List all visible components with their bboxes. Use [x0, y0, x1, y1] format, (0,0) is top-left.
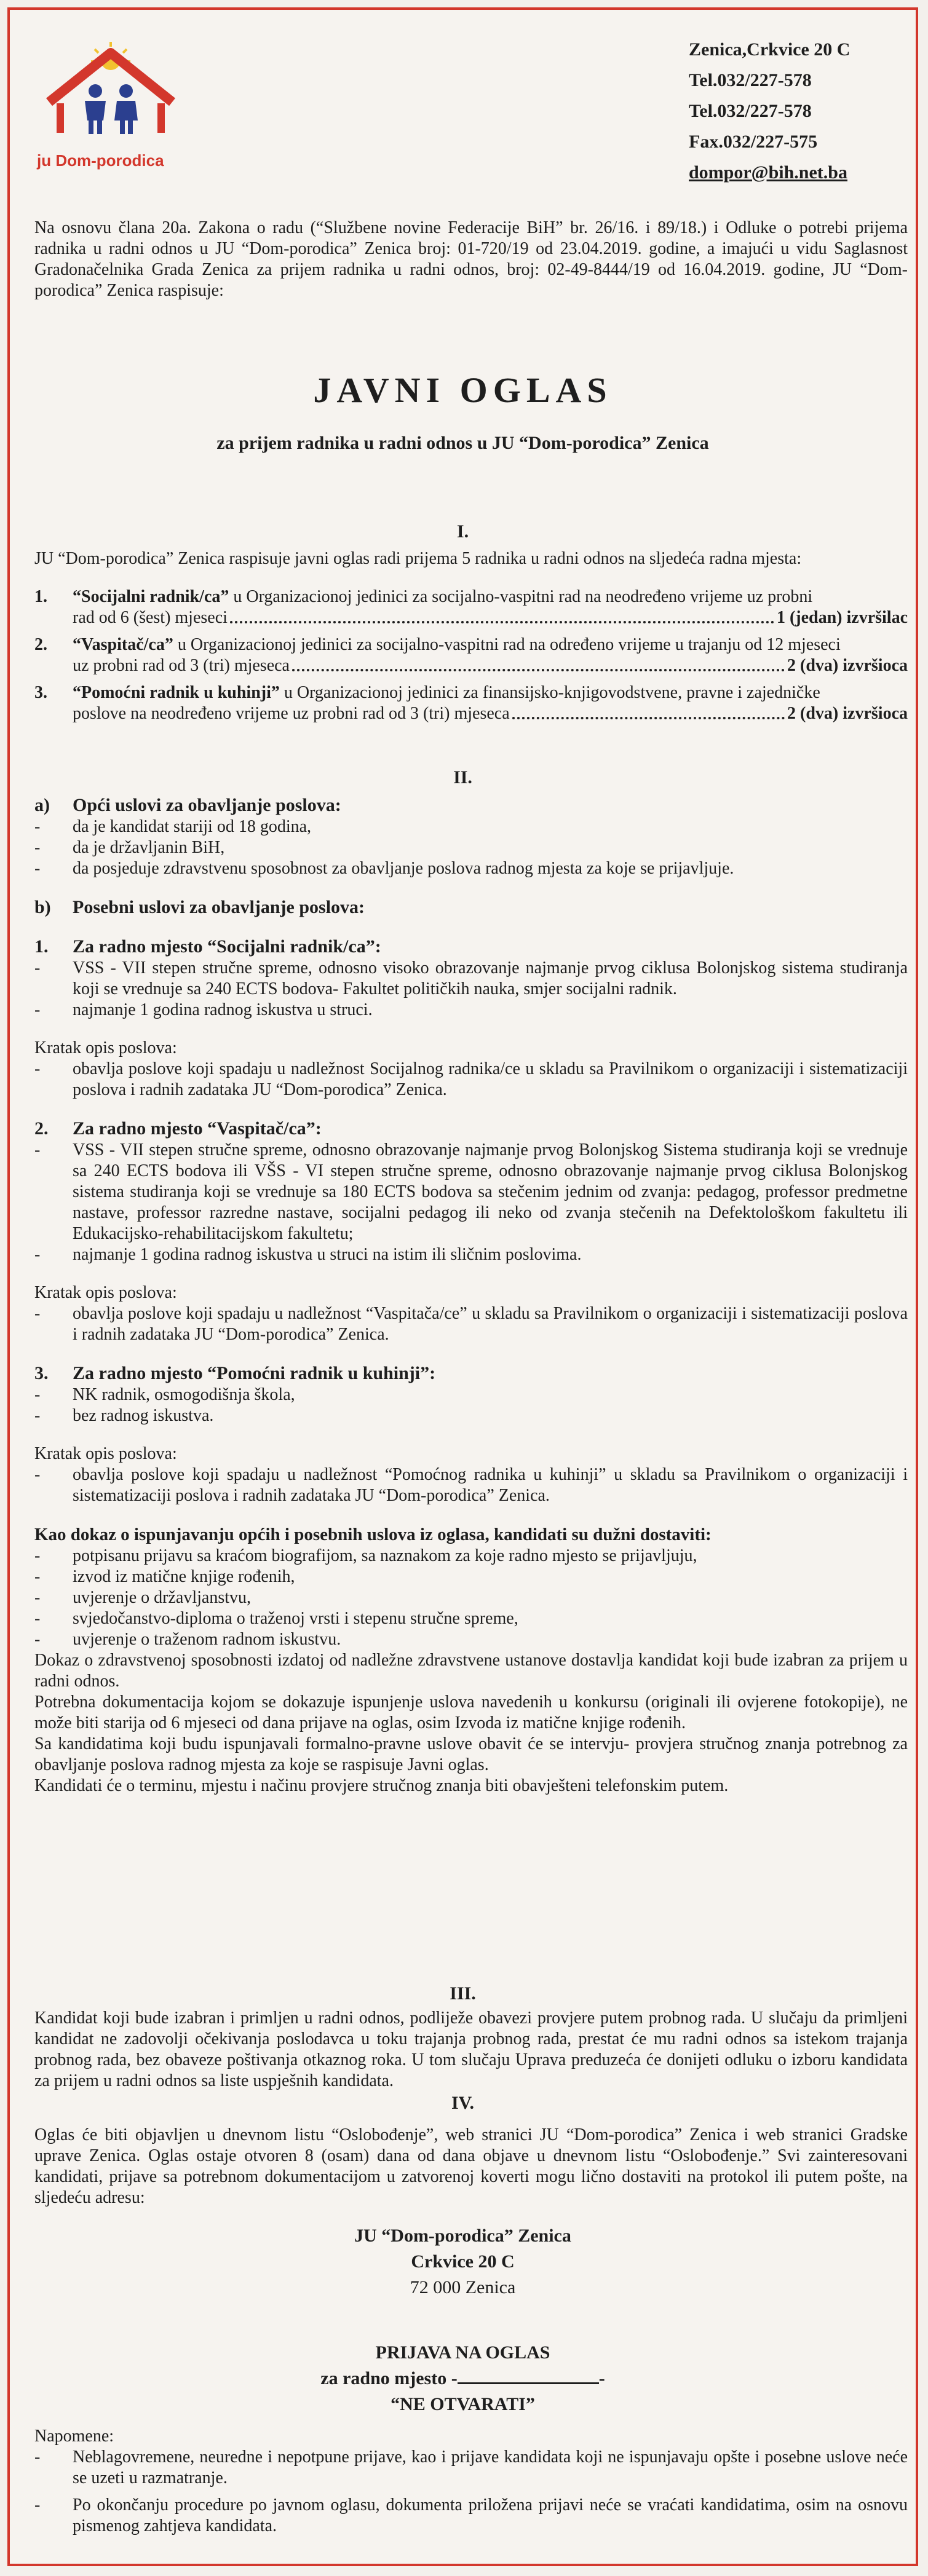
logo-caption: ju Dom-porodica [37, 151, 164, 170]
position-number: 1. [34, 587, 47, 606]
dotted-leader [512, 717, 785, 719]
address-name: JU “Dom-porodica” Zenica [354, 2226, 571, 2246]
notes-label: Napomene: [34, 2427, 114, 2446]
notification-paragraph: Kandidati će o terminu, mjestu i načinu provjere stručnog znanja biti obavješteni telefonskim putem. [34, 1776, 729, 1795]
fax-line: Fax.032/227-575 [689, 132, 818, 152]
section-1 [34, 548, 908, 724]
list-item: - obavlja poslove koji spadaju u nadležnost “Pomoćnog radnika u kuhinji” u skladu sa Pravilnikom o organizaciji i sistematizaciji poslova i radnih zadataka JU “Dom-porodica” Zenica. [34, 1465, 908, 1505]
list-label: b) [34, 897, 51, 917]
list-item: - svjedočanstvo-diploma o traženoj vrsti i stepenu stručne spreme, [34, 1609, 518, 1628]
position-number: 2. [34, 635, 47, 654]
phone-line: Tel.032/227-578 [689, 101, 812, 121]
mailing-address [10, 2223, 916, 2301]
intro-paragraph: Na osnovu člana 20a. Zakona o radu (“Službene novine Federacije BiH” br. 26/16. i 89/18.) i Odluke o potrebi prijema radnika u radni odnos u JU “Dom-porodica” Zenica broj: 01-720/19 od 23.04.2019. godine, a imajući u vidu Saglasnost Gradonačelnika Grada Zenica za prijem radnika u radni odnos, broj: 02-49-8444/19 od 16.04.2019. godine, JU “Dom-porodica” Zenica raspisuje: [34, 218, 908, 300]
position-number: 3. [34, 683, 47, 702]
position-item [34, 682, 908, 724]
section-heading-2: II. [453, 767, 472, 788]
section-1-lead: JU “Dom-porodica” Zenica raspisuje javni oglas radi prijema 5 radnika u radni odnos na sljedeća radna mjesta: [34, 549, 802, 568]
position-3-heading: 3. Za radno mjesto “Pomoćni radnik u kuhinji”: [34, 1363, 436, 1383]
list-item: - Po okončanju procedure po javnom oglasu, dokumenta priložena prijavi neće se vraćati kandidatima, osim na osnovu pismenog zahtjeva kandidata. [34, 2495, 908, 2535]
list-item: - da posjeduje zdravstvenu sposobnost za obavljanje poslova radnog mjesta za koje se prijavljuje. [34, 859, 734, 878]
list-item: - da je državljanin BiH, [34, 838, 225, 857]
section-heading-3: III. [450, 1983, 476, 2004]
dotted-leader [230, 621, 774, 623]
address-street: Crkvice 20 C [411, 2251, 515, 2272]
envelope-label: PRIJAVA NA OGLAS za radno mjesto - - “NE OTVARATI” [10, 2340, 916, 2417]
address-line: Zenica,Crkvice 20 C [689, 39, 851, 60]
section-heading-1: I. [456, 521, 469, 542]
position-count: 1 (jedan) izvršilac [776, 608, 908, 627]
do-not-open-label: “NE OTVARATI” [391, 2394, 535, 2414]
job-description-label: Kratak opis poslova: [34, 1444, 177, 1463]
list-item: - bez radnog iskustva. [34, 1406, 214, 1425]
job-description-label: Kratak opis poslova: [34, 1283, 177, 1302]
position-count: 2 (dva) izvršioca [787, 704, 908, 723]
dom-porodica-logo [31, 34, 191, 176]
list-title: Posebni uslovi za obavljanje poslova: [73, 897, 365, 917]
section-heading-4: IV. [451, 2093, 474, 2113]
list-item: - Neblagovremene, neuredne i nepotpune prijave, kao i prijave kandidata koji ne ispunjavaju opšte i posebne uslove neće se uzeti u razmatranje. [34, 2448, 908, 2487]
interview-paragraph: Sa kandidatima koji budu ispunjavali formalno-pravne uslove obavit će se intervju- provjera stručnog znanja potrebnog za obavljanje poslova radnog mjesta za koje se raspisuje Javni oglas. [34, 1734, 908, 1774]
list-item: - VSS - VII stepen stručne spreme, odnosno obrazovanje najmanje prvog Bolonjskog Sistema studiranja koji se vrednuje sa 240 ECTS bodova ili VŠS - VI stepen stručne spreme, odnosno obrazovanje najmanje prvog ciklusa Bolonjskog sistema studiranja koji se vrednuje sa 180 ECTS bodova sa stečenim jednim od zvanja: pedagog, professor predmetne nastave, professor razredne nastave, socijalni pedagog ili neko od zvanja stečenih na Defektološkom fakultetu ili Edukacijsko-rehabilitacijskom fakultetu; [34, 1140, 908, 1243]
phone-line: Tel.032/227-578 [689, 70, 812, 90]
list-item: - izvod iz matične knjige rođenih, [34, 1567, 295, 1586]
position-description: u Organizacionoj jedinici za socijalno-vaspitni rad na određeno vrijeme u trajanju od 12 mjeseci [173, 635, 841, 654]
dotted-leader [292, 669, 785, 671]
list-item: - da je kandidat stariji od 18 godina, [34, 817, 312, 836]
position-name: “Socijalni radnik/ca” [73, 587, 229, 606]
position-blank-line [458, 2382, 599, 2384]
section-2 [34, 794, 908, 1796]
general-conditions-heading [34, 794, 908, 816]
list-item: - uvjerenje o državljanstvu, [34, 1588, 252, 1607]
list-item: - VSS - VII stepen stručne spreme, odnosno visoko obrazovanje najmanje prvog ciklusa Bolonjskog sistema studiranja koji se vrednuje sa 240 ECTS bodova- Fakultet političkih nauka, smjer socijalni radnik. [34, 958, 908, 998]
document-frame [7, 7, 918, 2566]
notes [34, 2426, 908, 2537]
list-item: - uvjerenje o traženom radnom iskustvu. [34, 1630, 341, 1649]
list-item: - najmanje 1 godina radnog iskustva u struci na istim ili sličnim poslovima. [34, 1245, 582, 1264]
documents-heading: Kao dokaz o ispunjavanju općih i posebnih uslova iz oglasa, kandidati su dužni dostaviti: [34, 1525, 712, 1544]
position-trial: poslove na neodređeno vrijeme uz probni rad od 3 (tri) mjeseca [73, 704, 510, 723]
page-subtitle: za prijem radnika u radni odnos u JU “Dom-porodica” Zenica [216, 433, 709, 453]
list-item: - obavlja poslove koji spadaju u nadležnost Socijalnog radnika/ce u skladu sa Pravilnikom o organizaciji i sistematizaciji poslova i radnih zadataka JU “Dom-porodica” Zenica. [34, 1059, 908, 1099]
list-title: Opći uslovi za obavljanje poslova: [73, 795, 341, 815]
position-name: “Vaspitač/ca” [73, 635, 173, 654]
house-family-icon [31, 34, 191, 151]
position-item [34, 634, 908, 676]
list-label: a) [34, 795, 50, 815]
contact-block [689, 34, 910, 188]
position-trial: rad od 6 (šest) mjeseci [73, 608, 228, 627]
position-1-heading: 1. Za radno mjesto “Socijalni radnik/ca”: [34, 936, 381, 957]
list-item: - potpisanu prijavu sa kraćom biografijom, sa naznakom za koje radno mjesto se prijavljuju, [34, 1546, 697, 1565]
publication-paragraph: Oglas će biti objavljen u dnevnom listu “Oslobođenje”, web stranici JU “Dom-porodica” Zenica i web stranici Gradske uprave Zenica. Oglas ostaje otvoren 8 (osam) dana od dana objave u dnevnom listu “Oslobođenje.” Svi zainteresovani kandidati, prijave sa potrebnom dokumentacijom u zatvorenoj koverti mogu lično dostaviti na protokol ili putem pošte, na sljedeću adresu: [34, 2125, 908, 2207]
list-item: - NK radnik, osmogodišnja škola, [34, 1385, 295, 1404]
envelope-title: PRIJAVA NA OGLAS [375, 2342, 550, 2363]
position-item [34, 587, 908, 628]
position-description: u Organizacionoj jedinici za socijalno-vaspitni rad na neodređeno vrijeme uz probni [229, 587, 813, 606]
special-conditions-heading [34, 896, 908, 919]
documentation-paragraph: Potrebna dokumentacija kojom se dokazuje ispunjenje uslova navedenih u konkursu (originali ili ovjerene fotokopije), ne može biti starija od 6 mjeseci od dana prijave na oglas, osim Izvoda iz matične knjige rođenih. [34, 1693, 908, 1732]
position-name: “Pomoćni radnik u kuhinji” [73, 683, 280, 702]
envelope-position-prefix: za radno mjesto - [320, 2368, 458, 2388]
position-description: u Organizacionoj jedinici za finansijsko-knjigovodstvene, pravne i zajedničke [279, 683, 820, 702]
health-paragraph: Dokaz o zdravstvenoj sposobnosti izdatoj od nadležne zdravstvene ustanove dostavlja kandidat koji bude izabran za prijem u radni odnos. [34, 1651, 908, 1691]
position-2-heading: 2. Za radno mjesto “Vaspitač/ca”: [34, 1118, 322, 1139]
position-count: 2 (dva) izvršioca [787, 656, 908, 675]
probation-paragraph: Kandidat koji bude izabran i primljen u radni odnos, podliježe obavezi provjere putem probnog rada. U slučaju da primljeni kandidat ne zadovolji očekivanja poslodavca u toku trajanja probnog rada, prestat će mu radni odnos sa istekom trajanja probnog rada, bez obaveze poštivanja otkaznog roka. U tom slučaju Uprava preduzeća će donijeti odluku o izboru kandidata za prijem u radni odnos sa liste uspješnih kandidata. [34, 2009, 908, 2090]
list-item: - najmanje 1 godina radnog iskustva u struci. [34, 1000, 373, 1019]
page-title: JAVNI OGLAS [313, 370, 613, 410]
address-city: 72 000 Zenica [410, 2277, 516, 2297]
job-description-label: Kratak opis poslova: [34, 1038, 177, 1057]
email-link[interactable]: dompor@bih.net.ba [689, 162, 847, 183]
list-item: - obavlja poslove koji spadaju u nadležnost “Vaspitača/ce” u skladu sa Pravilnikom o organizaciji i sistematizaciji poslova i radnih zadataka JU “Dom-porodica” Zenica. [34, 1304, 908, 1344]
position-trial: uz probni rad od 3 (tri) mjeseca [73, 656, 290, 675]
